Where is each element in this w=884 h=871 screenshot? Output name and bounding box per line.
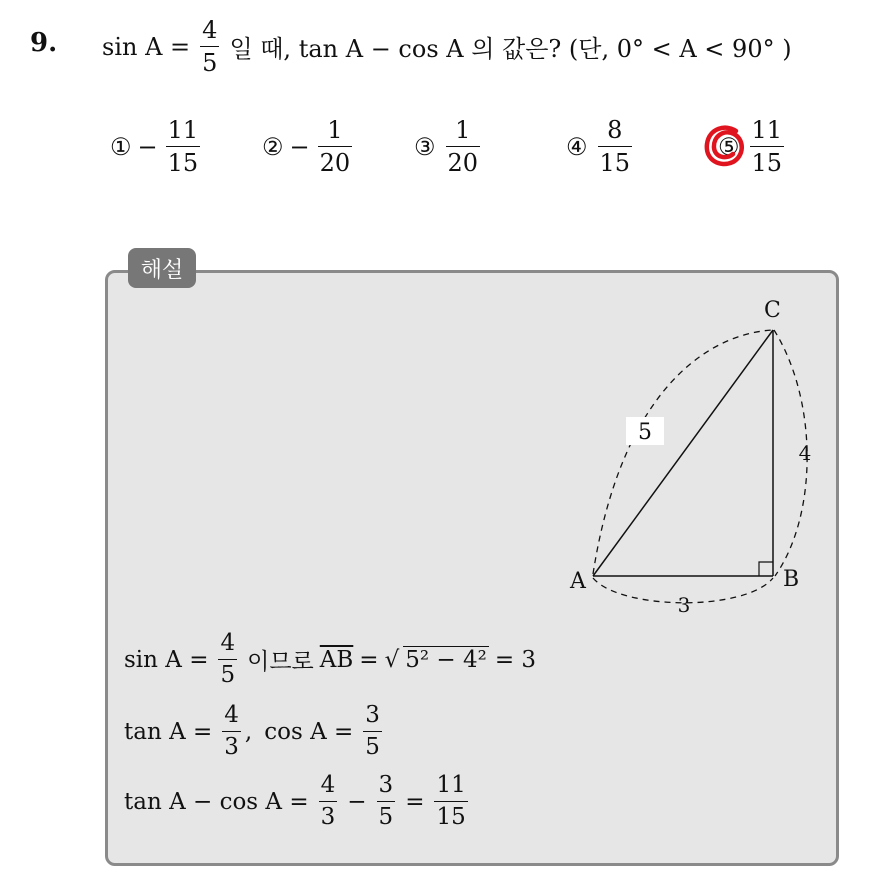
l3-minus: − — [347, 788, 367, 815]
choice-3-den: 20 — [446, 146, 481, 175]
brace-hypotenuse — [593, 330, 772, 574]
l1-lhs: sin A = — [124, 646, 209, 673]
choice-1-den: 15 — [166, 146, 201, 175]
solution-line-3 — [124, 774, 472, 829]
vertex-a: A — [570, 569, 586, 594]
l2-num2: 3 — [365, 702, 380, 728]
l2-num1: 4 — [224, 702, 239, 728]
choice-1-sign: − — [137, 132, 158, 161]
choice-3[interactable] — [414, 118, 484, 175]
stem-frac-den: 5 — [200, 46, 219, 75]
choice-1-mark: ① — [110, 132, 132, 161]
stem-rest: 일 때, tan A − cos A 의 값은? (단, 0° < A < 90° ) — [229, 35, 792, 63]
choice-2-mark: ② — [262, 132, 284, 161]
choice-2-den: 20 — [318, 146, 353, 175]
choice-4-den: 15 — [598, 146, 633, 175]
choice-4-mark: ④ — [566, 132, 588, 161]
l2-cos: cos A = — [264, 718, 354, 745]
l3-den3: 15 — [434, 801, 467, 829]
choice-5-num: 11 — [751, 116, 783, 144]
choice-4[interactable] — [566, 118, 636, 175]
triangle-diagram — [550, 290, 830, 620]
question-number: 9. — [30, 28, 58, 58]
l1-segment: $\overline{AB}$ — [319, 646, 354, 673]
l3-fraction-1 — [319, 774, 338, 829]
l2-tan: tan A = — [124, 718, 213, 745]
l2-fraction-1 — [222, 704, 241, 759]
choice-4-num: 8 — [607, 116, 623, 144]
l3-num1: 4 — [320, 772, 336, 798]
label-hyp-5: 5 — [638, 420, 652, 445]
l1-mid: 이므로 — [247, 649, 314, 675]
choice-1[interactable] — [110, 118, 204, 175]
l3-den1: 3 — [319, 801, 338, 829]
l1-fraction — [218, 632, 237, 687]
choice-3-mark: ③ — [414, 132, 436, 161]
stem-frac-num: 4 — [202, 16, 218, 44]
choice-5-den: 15 — [750, 146, 785, 175]
l1-den: 5 — [218, 659, 237, 687]
choice-2-fraction — [318, 118, 353, 175]
choice-4-fraction — [598, 118, 633, 175]
l1-result: = 3 — [494, 646, 537, 673]
choice-2-sign: − — [289, 132, 310, 161]
l2-fraction-2 — [363, 704, 382, 759]
l3-fraction-3 — [434, 774, 467, 829]
right-angle-mark-icon — [759, 562, 773, 576]
l1-eq: = — [359, 646, 379, 673]
l3-lhs: tan A − cos A = — [124, 788, 309, 815]
l3-den2: 5 — [377, 801, 396, 829]
label-base-3: 3 — [677, 593, 691, 617]
l1-num: 4 — [220, 630, 236, 656]
stem-fraction — [200, 18, 219, 75]
choice-3-num: 1 — [455, 116, 471, 144]
choice-2[interactable] — [262, 118, 356, 175]
l3-eq: = — [405, 788, 425, 815]
l2-comma: , — [244, 718, 253, 745]
choice-1-num: 11 — [167, 116, 199, 144]
hypotenuse-ac — [593, 330, 773, 576]
l3-fraction-2 — [377, 774, 396, 829]
label-vertical-4: 4 — [798, 441, 812, 465]
l2-den1: 3 — [222, 731, 241, 759]
l1-radicand: 5² − 4² — [405, 647, 487, 673]
scribble-stroke — [707, 128, 742, 164]
choice-3-fraction — [446, 118, 481, 175]
question-stem — [102, 18, 792, 75]
l3-num3: 11 — [436, 772, 466, 798]
choice-1-fraction — [166, 118, 201, 175]
choice-2-num: 1 — [327, 116, 343, 144]
choice-5-mark: ⑤ — [718, 132, 740, 161]
choice-5-fraction — [750, 118, 785, 175]
selected-answer-circle-icon — [700, 122, 750, 172]
l3-num2: 3 — [378, 772, 394, 798]
solution-tag: 해설 — [128, 248, 196, 288]
stem-lhs: sin A = — [102, 32, 191, 61]
solution-line-1 — [124, 632, 536, 687]
l2-den2: 5 — [363, 731, 382, 759]
solution-line-2 — [124, 704, 386, 759]
vertex-c: C — [764, 298, 781, 323]
vertex-b: B — [783, 567, 800, 592]
sqrt-icon: √ — [384, 646, 400, 673]
